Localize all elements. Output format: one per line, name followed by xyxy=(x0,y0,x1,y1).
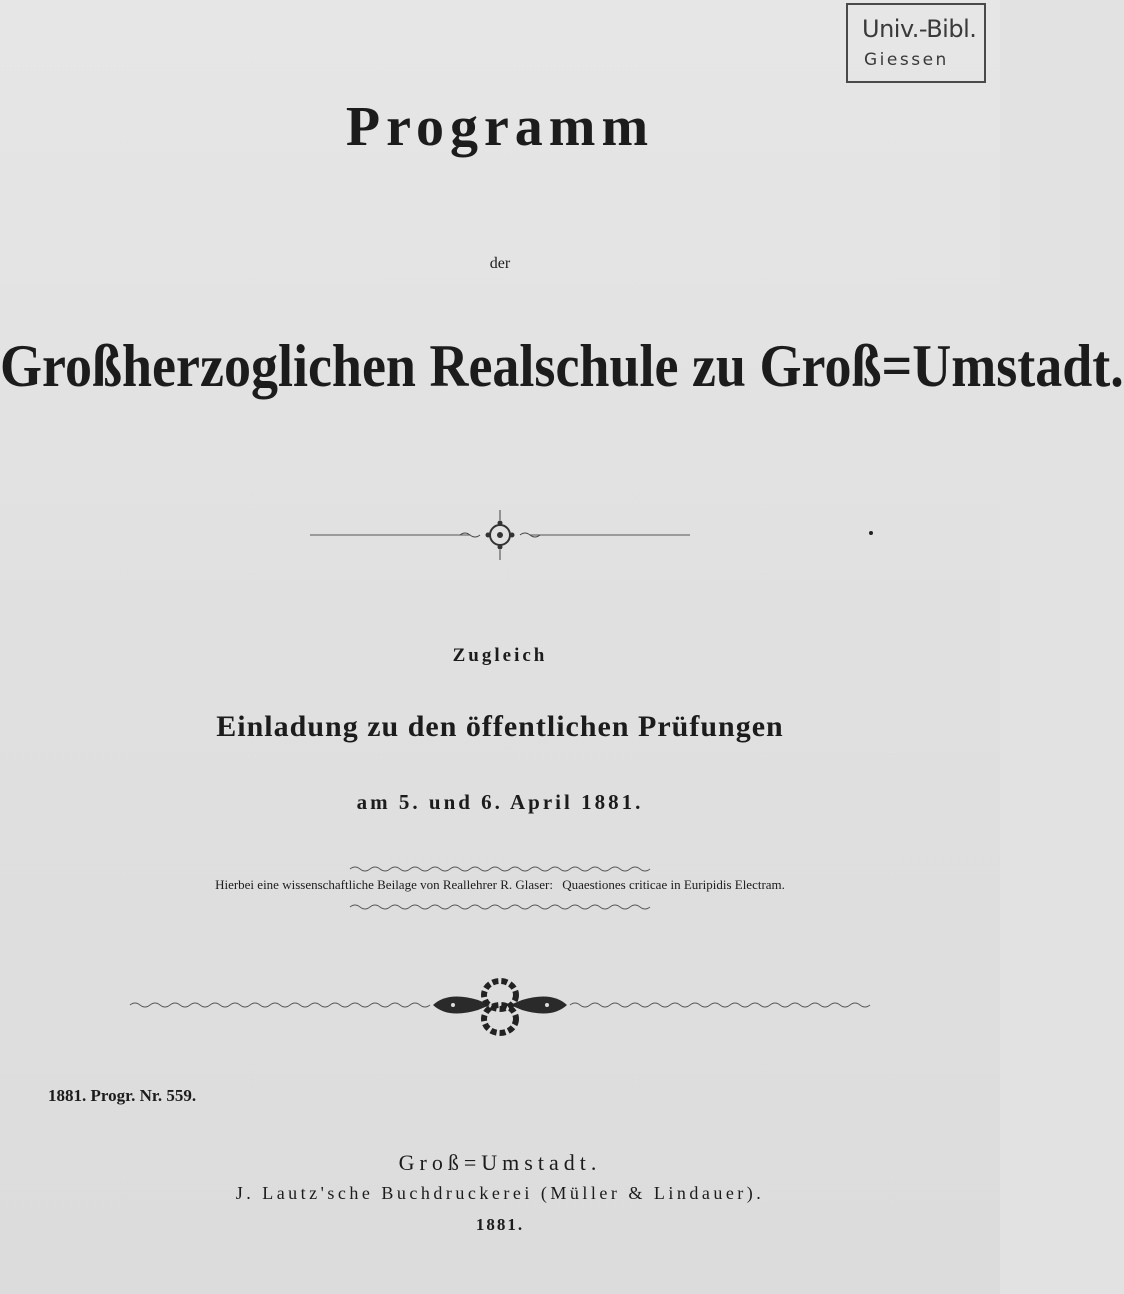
supplement-note xyxy=(0,877,1000,893)
invitation-heading: Einladung zu den öffentlichen Prüfungen xyxy=(216,710,784,743)
program-number: 1881. Progr. Nr. 559. xyxy=(48,1086,197,1105)
article-der: der xyxy=(489,255,511,272)
publication-year: 1881. xyxy=(475,1215,525,1234)
wavy-rule-lower xyxy=(350,902,650,912)
speck-dot xyxy=(868,530,874,536)
exam-date: am 5. und 6. April 1881. xyxy=(356,790,644,814)
supplement-latin: Quaestiones criticae in Euripidis Electram. xyxy=(562,877,785,892)
supplement-german: Hierbei eine wissenschaftliche Beilage von Reallehrer R. Glaser: xyxy=(215,877,553,892)
library-stamp xyxy=(846,3,986,83)
stamp-line-2: Giessen xyxy=(864,50,949,70)
place-of-publication: Groß=Umstadt. xyxy=(398,1150,602,1175)
school-name: Großherzoglichen Realschule zu Groß=Umstadt. xyxy=(0,332,1124,400)
wavy-rule-upper xyxy=(350,864,650,874)
zugleich-label: Zugleich xyxy=(452,645,548,666)
printer-name: J. Lautz'sche Buchdruckerei (Müller & Lindauer). xyxy=(235,1183,765,1203)
ornament-divider-bottom xyxy=(128,975,872,1040)
document-title: Programm xyxy=(345,96,655,158)
stamp-line-1: Univ.-Bibl. xyxy=(862,15,977,43)
ornament-divider-top xyxy=(300,505,700,565)
